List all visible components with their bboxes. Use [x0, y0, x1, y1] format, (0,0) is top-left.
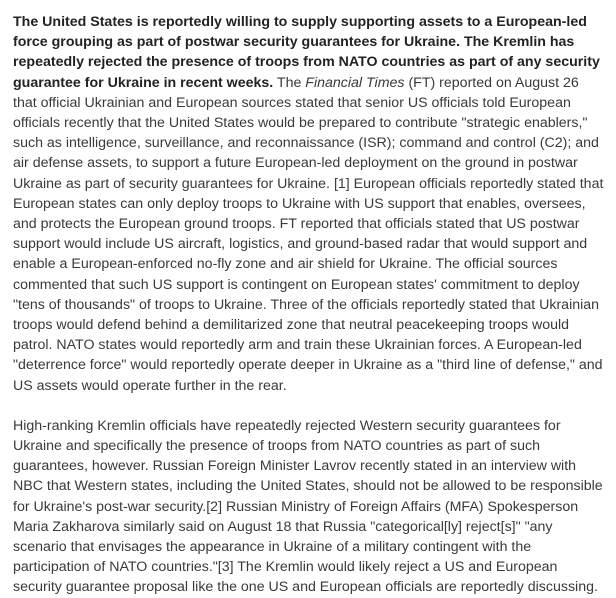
- paragraph-1-body: (FT) reported on August 26 that official Ukrainian and European sources stated that senior US officials told European officials recently that the United States would be prepared to contribute "strategic enablers," such as intelligence, surveillance, and reconnaissance (ISR); command and control (C2); and air defense assets, to support a future European-led deployment on the ground in postwar Ukraine as part of security guarantees for Ukraine. [1] European officials reportedly stated that European states can only deploy troops to Ukraine with US support that enables, oversees, and protects the European ground troops. FT reported that officials stated that US postwar support would include US aircraft, logistics, and ground-based radar that would support and enable a European-enforced no-fly zone and air shield for Ukraine. The official sources commented that such US support is contingent on European states' commitment to deploy "tens of thousands" of troops to Ukraine. Three of the officials reportedly stated that Ukrainian troops would defend behind a demilitarized zone that neutral peacekeeping troops would patrol. NATO states would reportedly arm and train these Ukrainian forces. A European-led "deterrence force" would reportedly operate deeper in Ukraine as a "third line of defense," and US assets would operate further in the rear.: [13, 74, 604, 394]
- source-name: Financial Times: [305, 74, 405, 91]
- paragraph-1-intro: The: [273, 74, 306, 91]
- lead-summary: The United States is reportedly willing to supply supporting assets to a European-led force grouping as part of postwar security guarantees for Ukraine. The Kremlin has repeatedly rejected the presence of troops from NATO countries as part of any security guarantee for Ukraine in recent weeks.: [13, 14, 600, 91]
- paragraph-1: [13, 12, 606, 396]
- paragraph-2: High-ranking Kremlin officials have repeatedly rejected Western security guarantees for Ukraine and specifically the presence of troops from NATO countries as part of such guarantees, however. Russian Foreign Minister Lavrov recently stated in an interview with NBC that Western states, including the United States, should not be allowed to be responsible for Ukraine's post-war security.[2] Russian Ministry of Foreign Affairs (MFA) Spokesperson Maria Zakharova similarly said on August 18 that Russia "categorical[ly] reject[s]" "any scenario that envisages the appearance in Ukraine of a military contingent with the participation of NATO countries."[3] The Kremlin would likely reject a US and European security guarantee proposal like the one US and European officials are reportedly discussing.: [13, 417, 603, 596]
